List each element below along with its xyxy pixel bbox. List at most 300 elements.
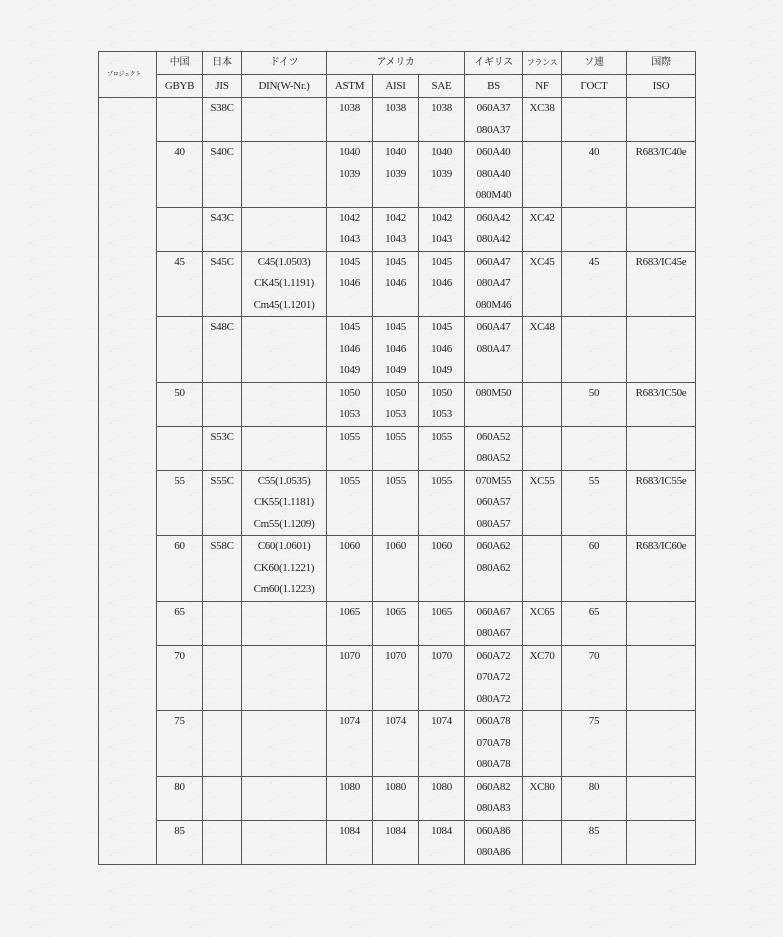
grade-value: [523, 427, 561, 449]
grade-value: 55: [588, 474, 600, 487]
din-cell: [242, 536, 327, 602]
grade-value: [627, 427, 695, 449]
grade-value: 080A78: [476, 758, 511, 770]
grade-value: S53C: [210, 430, 234, 443]
table-row: [99, 470, 696, 536]
grade-value: XC38: [529, 102, 555, 114]
nf-cell: [523, 711, 562, 777]
iso-cell: [627, 251, 696, 317]
grade-value: 1039: [339, 167, 360, 180]
iso-cell: [627, 142, 696, 208]
nf-cell: [523, 536, 562, 602]
astm-cell: [327, 776, 373, 820]
aisi-cell: [373, 98, 419, 142]
grade-value: XC42: [529, 211, 555, 224]
grade-value: 1040: [339, 146, 360, 158]
grade-value: S58C: [210, 540, 234, 552]
gbyb-cell: [157, 251, 203, 317]
iso-cell: [627, 207, 696, 251]
grade-value: CK45(1.1191): [254, 277, 314, 289]
astm-cell: [327, 98, 373, 142]
nf-cell: [523, 98, 562, 142]
gost-cell: [562, 645, 627, 711]
grade-value: 080A57: [476, 517, 511, 530]
grade-value: 1080: [385, 780, 406, 793]
astm-cell: [327, 251, 373, 317]
din-cell: [242, 711, 327, 777]
grade-value: 1045: [385, 255, 406, 268]
jis-cell: [203, 820, 242, 864]
sae-cell: [419, 470, 465, 536]
iso-cell: [627, 536, 696, 602]
table-row: [99, 536, 696, 602]
grade-value: 65: [588, 605, 600, 618]
grade-value: [157, 317, 202, 339]
nf-cell: [523, 776, 562, 820]
grade-value: 1046: [339, 277, 360, 289]
grade-value: R683/IC45e: [635, 255, 687, 268]
grade-value: [203, 777, 241, 799]
grade-value: 080A86: [476, 846, 511, 858]
table-row: [99, 98, 696, 142]
nf-cell: [523, 601, 562, 645]
grade-value: C55(1.0535): [257, 474, 311, 487]
grade-value: 060A62: [476, 540, 511, 552]
nf-cell: [523, 426, 562, 470]
grade-value: 080M50: [475, 386, 512, 399]
grade-value: 75: [174, 715, 185, 727]
aisi-cell: [373, 142, 419, 208]
grade-value: [562, 427, 626, 449]
grade-value: 060A47: [476, 255, 511, 268]
grade-value: 1055: [431, 474, 452, 487]
grade-value: 070A72: [476, 671, 511, 683]
grade-value: 080A83: [476, 802, 511, 814]
nf-cell: [523, 317, 562, 383]
grade-value: 1080: [339, 780, 360, 793]
grade-value: 1084: [385, 824, 406, 837]
grade-value: 1049: [431, 364, 452, 376]
header-france: フランス: [523, 52, 562, 75]
grade-value: 1050: [431, 386, 452, 399]
grade-value: 1060: [339, 540, 360, 552]
bs-cell: [465, 536, 523, 602]
table-row: [99, 776, 696, 820]
grade-value: 080A47: [476, 277, 511, 289]
table-row: [99, 711, 696, 777]
gost-cell: [562, 601, 627, 645]
table-row: [99, 382, 696, 426]
grade-value: 1043: [339, 233, 360, 245]
aisi-cell: [373, 207, 419, 251]
grade-value: 1080: [431, 780, 452, 793]
grade-value: 080A37: [476, 123, 511, 136]
din-cell: [242, 251, 327, 317]
grade-value: XC45: [529, 255, 555, 268]
grade-value: 080A47: [476, 342, 511, 355]
aisi-cell: [373, 711, 419, 777]
grade-value: 1065: [431, 605, 452, 618]
grade-value: 1042: [385, 211, 406, 224]
aisi-cell: [373, 601, 419, 645]
aisi-cell: [373, 426, 419, 470]
bs-cell: [465, 601, 523, 645]
din-cell: [242, 470, 327, 536]
iso-cell: [627, 426, 696, 470]
astm-cell: [327, 470, 373, 536]
grade-value: 75: [588, 715, 600, 727]
grade-value: 1055: [385, 474, 406, 487]
grade-value: 060A47: [476, 321, 511, 333]
gost-cell: [562, 207, 627, 251]
bs-cell: [465, 207, 523, 251]
header-japan: 日本: [203, 52, 242, 75]
grade-value: 45: [174, 255, 185, 268]
sae-cell: [419, 98, 465, 142]
iso-cell: [627, 98, 696, 142]
gbyb-cell: [157, 142, 203, 208]
grade-value: 1045: [431, 255, 452, 268]
grade-value: 1070: [431, 649, 452, 662]
grade-value: 1046: [431, 342, 452, 355]
grade-value: 080A52: [476, 452, 511, 464]
sae-cell: [419, 645, 465, 711]
astm-cell: [327, 382, 373, 426]
grade-value: 1074: [339, 715, 360, 727]
grade-value: [203, 821, 241, 843]
grade-value: 1070: [385, 649, 406, 662]
grade-value: 1050: [339, 386, 360, 399]
grade-value: 1070: [339, 649, 360, 662]
grade-value: XC55: [529, 474, 555, 487]
astm-cell: [327, 426, 373, 470]
astm-cell: [327, 207, 373, 251]
din-cell: [242, 776, 327, 820]
grade-value: XC70: [529, 649, 555, 662]
gbyb-cell: [157, 470, 203, 536]
grade-value: 1040: [385, 146, 406, 158]
grade-value: 55: [174, 474, 185, 487]
header-gost: ΓOCT: [562, 75, 627, 98]
header-jis: JIS: [203, 75, 242, 98]
jis-cell: [203, 711, 242, 777]
astm-cell: [327, 820, 373, 864]
grade-value: 080M40: [475, 189, 512, 201]
grade-value: 1045: [431, 321, 452, 333]
grade-value: 1042: [431, 211, 452, 224]
bs-cell: [465, 251, 523, 317]
grade-value: CK60(1.1221): [253, 561, 315, 574]
header-sae: SAE: [419, 75, 465, 98]
grade-value: 60: [588, 540, 600, 552]
table-row: [99, 820, 696, 864]
grade-value: XC48: [529, 321, 555, 333]
gbyb-cell: [157, 776, 203, 820]
sae-cell: [419, 711, 465, 777]
din-cell: [242, 601, 327, 645]
grade-value: 85: [588, 824, 600, 837]
grade-value: 060A86: [476, 824, 511, 837]
gbyb-cell: [157, 426, 203, 470]
gost-cell: [562, 776, 627, 820]
header-britain: イギリス: [465, 52, 523, 75]
grade-value: 080A42: [476, 233, 511, 245]
grade-value: 1065: [339, 605, 360, 618]
grade-value: 40: [588, 146, 600, 158]
bs-cell: [465, 317, 523, 383]
gbyb-cell: [157, 98, 203, 142]
grade-value: 85: [174, 824, 185, 837]
grade-value: C60(1.0601): [257, 540, 311, 552]
grade-value: R683/IC40e: [635, 146, 687, 158]
project-cell: [99, 98, 157, 865]
iso-cell: [627, 601, 696, 645]
aisi-cell: [373, 382, 419, 426]
grade-value: [523, 821, 561, 843]
iso-cell: [627, 645, 696, 711]
grade-value: [627, 317, 695, 339]
grade-value: 1049: [339, 364, 360, 376]
jis-cell: [203, 98, 242, 142]
grade-value: 1045: [339, 255, 360, 268]
sae-cell: [419, 426, 465, 470]
sae-cell: [419, 820, 465, 864]
grade-value: [523, 383, 561, 405]
grade-value: 1038: [339, 102, 360, 114]
gost-cell: [562, 317, 627, 383]
din-cell: [242, 645, 327, 711]
grade-value: Cm55(1.1209): [253, 517, 315, 530]
grade-value: R683/IC55e: [635, 474, 687, 487]
astm-cell: [327, 536, 373, 602]
header-iso: ISO: [627, 75, 696, 98]
grade-value: 080M46: [475, 298, 512, 311]
grade-value: 060A82: [476, 780, 511, 793]
gbyb-cell: [157, 711, 203, 777]
grade-value: 1038: [431, 102, 452, 114]
grade-value: 070A78: [476, 736, 511, 749]
grade-value: 65: [174, 605, 185, 618]
grade-value: [627, 777, 695, 799]
header-international: 国際: [627, 52, 696, 75]
grade-value: 060A67: [476, 605, 511, 618]
nf-cell: [523, 470, 562, 536]
grade-value: [562, 208, 626, 230]
grade-value: [627, 602, 695, 624]
iso-cell: [627, 776, 696, 820]
aisi-cell: [373, 470, 419, 536]
grade-value: 1055: [339, 474, 360, 487]
grade-value: [203, 602, 241, 624]
grade-value: 080A67: [476, 627, 511, 639]
grade-value: [203, 711, 241, 733]
gbyb-cell: [157, 601, 203, 645]
din-cell: [242, 382, 327, 426]
grade-value: [523, 142, 561, 164]
grade-value: 1045: [339, 321, 360, 333]
bs-cell: [465, 382, 523, 426]
sae-cell: [419, 536, 465, 602]
grade-value: R683/IC60e: [635, 540, 687, 552]
gost-cell: [562, 536, 627, 602]
gost-cell: [562, 711, 627, 777]
bs-cell: [465, 711, 523, 777]
iso-cell: [627, 317, 696, 383]
grade-value: 1074: [385, 715, 406, 727]
grade-value: CK55(1.1181): [254, 496, 314, 508]
iso-cell: [627, 711, 696, 777]
grade-value: 1065: [385, 605, 406, 618]
jis-cell: [203, 536, 242, 602]
din-cell: [242, 426, 327, 470]
grade-value: S43C: [210, 211, 234, 224]
grade-value: 080A72: [476, 692, 511, 705]
astm-cell: [327, 601, 373, 645]
gbyb-cell: [157, 645, 203, 711]
astm-cell: [327, 645, 373, 711]
grade-value: S55C: [210, 474, 234, 487]
din-cell: [242, 142, 327, 208]
grade-value: [523, 711, 561, 733]
gost-cell: [562, 820, 627, 864]
steel-equivalence-sheet: [98, 51, 696, 865]
grade-value: 060A57: [476, 496, 511, 508]
jis-cell: [203, 776, 242, 820]
grade-value: [627, 711, 695, 733]
jis-cell: [203, 645, 242, 711]
sae-cell: [419, 382, 465, 426]
grade-value: XC65: [529, 605, 555, 618]
grade-value: 060A42: [476, 211, 511, 224]
grade-value: S38C: [210, 102, 234, 114]
grade-value: [627, 646, 695, 668]
table-row: [99, 207, 696, 251]
grade-value: 1046: [385, 277, 406, 289]
nf-cell: [523, 382, 562, 426]
header-astm: ASTM: [327, 75, 373, 98]
bs-cell: [465, 98, 523, 142]
jis-cell: [203, 317, 242, 383]
gbyb-cell: [157, 382, 203, 426]
table-row: [99, 426, 696, 470]
header-china: 中国: [157, 52, 203, 75]
din-cell: [242, 317, 327, 383]
grade-value: 1039: [385, 167, 406, 180]
header-project: プロジェクト: [99, 52, 157, 98]
aisi-cell: [373, 645, 419, 711]
grade-value: Cm45(1.1201): [253, 298, 315, 311]
bs-cell: [465, 142, 523, 208]
nf-cell: [523, 820, 562, 864]
grade-value: 070M55: [475, 474, 512, 487]
grade-value: [203, 646, 241, 668]
aisi-cell: [373, 251, 419, 317]
grade-value: 1053: [339, 408, 360, 420]
grade-value: 50: [174, 386, 185, 399]
header-din: DIN(W-Nr.): [242, 75, 327, 98]
grade-value: 1055: [431, 430, 452, 443]
header-america: アメリカ: [327, 52, 465, 75]
grade-value: 80: [174, 780, 185, 793]
grade-value: 060A40: [476, 146, 511, 158]
grade-value: [157, 427, 202, 449]
grade-value: 1053: [385, 408, 406, 420]
din-cell: [242, 820, 327, 864]
header-bs: BS: [465, 75, 523, 98]
bs-cell: [465, 645, 523, 711]
sae-cell: [419, 142, 465, 208]
gbyb-cell: [157, 317, 203, 383]
aisi-cell: [373, 776, 419, 820]
grade-value: 70: [588, 649, 600, 662]
table-row: [99, 645, 696, 711]
grade-value: [157, 208, 202, 230]
grade-value: [627, 208, 695, 230]
grade-value: S48C: [210, 321, 234, 333]
header-ussr: ソ連: [562, 52, 627, 75]
gost-cell: [562, 251, 627, 317]
grade-value: 1084: [431, 824, 452, 837]
bs-cell: [465, 820, 523, 864]
nf-cell: [523, 251, 562, 317]
steel-grade-table: [98, 51, 696, 865]
nf-cell: [523, 207, 562, 251]
grade-value: 060A72: [476, 649, 511, 662]
grade-value: 1043: [385, 233, 406, 245]
gost-cell: [562, 382, 627, 426]
grade-value: 80: [588, 780, 600, 793]
grade-value: 1038: [385, 102, 406, 114]
grade-value: R683/IC50e: [635, 386, 687, 399]
jis-cell: [203, 142, 242, 208]
gbyb-cell: [157, 820, 203, 864]
grade-value: 080A62: [476, 561, 511, 574]
grade-value: 1045: [385, 321, 406, 333]
header-nf: NF: [523, 75, 562, 98]
grade-value: 1042: [339, 211, 360, 224]
din-cell: [242, 98, 327, 142]
din-cell: [242, 207, 327, 251]
grade-value: 1049: [385, 364, 406, 376]
grade-value: 1046: [431, 277, 452, 289]
grade-value: [203, 383, 241, 405]
sae-cell: [419, 776, 465, 820]
grade-value: 080A40: [476, 167, 511, 180]
gost-cell: [562, 142, 627, 208]
grade-value: 70: [174, 649, 185, 662]
gbyb-cell: [157, 536, 203, 602]
grade-value: 1060: [385, 540, 406, 552]
grade-value: 1074: [431, 715, 452, 727]
grade-value: 1046: [385, 342, 406, 355]
grade-value: [157, 98, 202, 120]
jis-cell: [203, 426, 242, 470]
grade-value: [562, 98, 626, 120]
astm-cell: [327, 711, 373, 777]
nf-cell: [523, 645, 562, 711]
grade-value: Cm60(1.1223): [253, 583, 315, 595]
table-row: [99, 317, 696, 383]
jis-cell: [203, 207, 242, 251]
header-gbyb: GBYB: [157, 75, 203, 98]
grade-value: 1039: [431, 167, 452, 180]
grade-value: [627, 98, 695, 120]
jis-cell: [203, 382, 242, 426]
grade-value: 1053: [431, 408, 452, 420]
table-row: [99, 251, 696, 317]
nf-cell: [523, 142, 562, 208]
grade-value: 1040: [431, 146, 452, 158]
